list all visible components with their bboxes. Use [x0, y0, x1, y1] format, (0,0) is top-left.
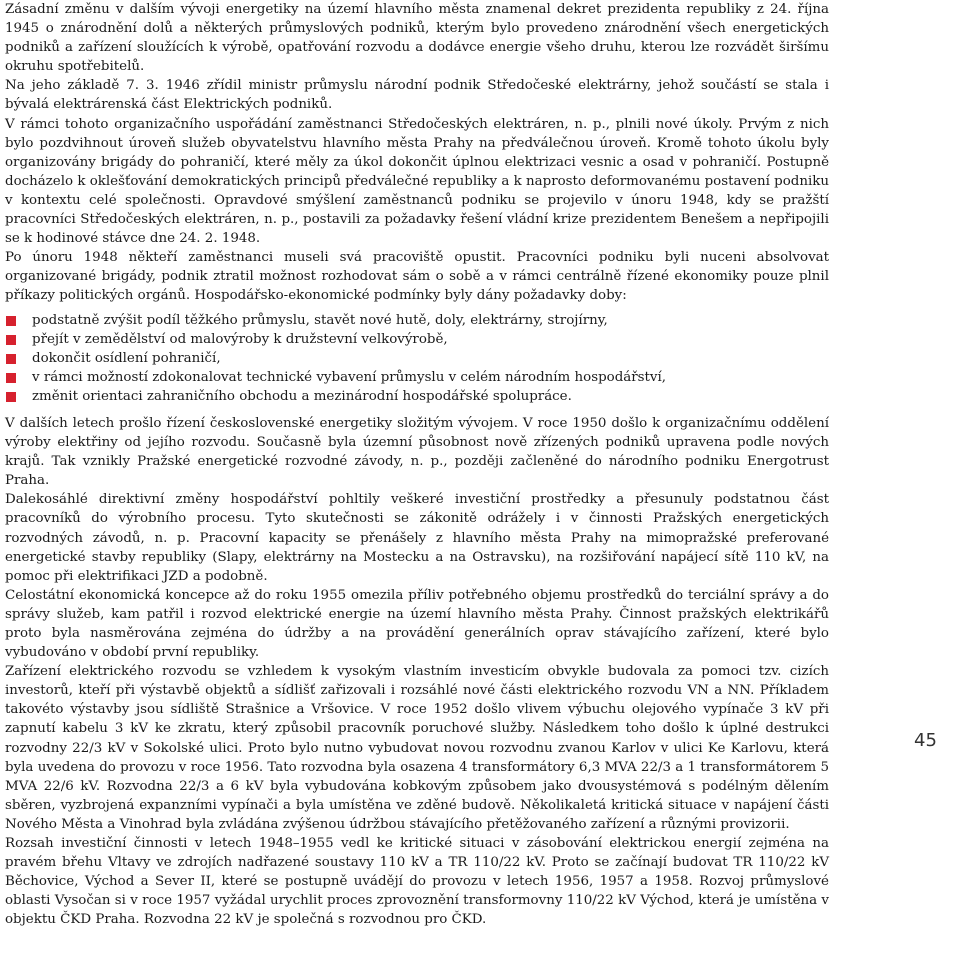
list-item — [5, 330, 829, 349]
paragraph-nationalization-decree: Zásadní změnu v dalším vývoji energetiky na území hlavního města znamenal dekret prezidenta republiky z 24. října 1945 o znárodnění dolů a některých průmyslových podniků, kterým bylo provedeno znárodnění všech energetických podniků a zařízení sloužících k výrobě, opatřování rozvodu a dodávce energie všeho druhu, kterou lze rozvádět širšímu okruhu spotřebitelů. — [5, 2, 829, 75]
paragraph-directive-changes: Dalekosáhlé direktivní změny hospodářství pohltily veškeré investiční prostředky a přesunuly podstatnou část pracovníků do výrobního procesu. Tyto skutečnosti se zákonitě odrážely i v činnosti Pražských energetických rozvodných závodů, n. p. Pracovní kapacity se přenášely z hlavního města Prahy na mimopražské preferované energetické stavby republiky (Slapy, elektrárny na Mostecku a na Ostravsku), na rozšiřování napájecí sítě 110 kV, na pomoc při elektrifikaci JZD a podobně. — [5, 492, 829, 584]
red-square-bullet-icon — [6, 392, 16, 402]
list-item-text: přejít v zemědělství od malovýroby k družstevní velkovýrobě, — [32, 331, 448, 347]
red-square-bullet-icon — [6, 354, 16, 364]
red-square-bullet-icon — [6, 373, 16, 383]
list-item-text: změnit orientaci zahraničního obchodu a mezinárodní hospodářské spolupráce. — [32, 388, 572, 404]
list-item — [5, 349, 829, 368]
page-number: 45 — [914, 730, 937, 751]
paragraph-after-1948: Po únoru 1948 někteří zaměstnanci museli svá pracoviště opustit. Pracovníci podniku byli nuceni absolvovat organizované brigády, podnik ztratil možnost rozhodovat sám o sobě a v rámci centrálně řízené ekonomiky pouze plnil příkazy politických orgánů. Hospodářsko-ekonomické podmínky byly dány požadavky doby: — [5, 250, 829, 304]
paragraph-organization: V rámci tohoto organizačního uspořádání zaměstnanci Středočeských elektráren, n. p., plnili nové úkoly. Prvým z nich bylo pozdvihnout úroveň služeb obyvatelstvu hlavního města Prahy na předválečnou úroveň. Kromě tohoto úkolu byly organizovány brigády do pohraničí, které měly za úkol dokončit úplnou elektrizaci vesnic a osad v pohraničí. Postupně docházelo k oklešťování demokratických principů předválečné republiky a k naprosto deformovanému postavení podniku v kontextu celé společnosti. Opravdové smýšlení zaměstnanců podniku se projevilo v únoru 1948, kdy se pražští pracovníci Středočeských elektráren, n. p., postavili za požadavky řešení vládní krize prezidentem Benešem a nepřipojili se k hodinové stávce dne 24. 2. 1948. — [5, 116, 829, 247]
list-item-text: v rámci možností zdokonalovat technické vybavení průmyslu v celém národním hospodářství, — [32, 369, 667, 385]
paragraph-national-enterprise: Na jeho základě 7. 3. 1946 zřídil ministr průmyslu národní podnik Středočeské elektrárny, jehož součástí se stala i bývalá elektrárenská část Elektrických podniků. — [5, 78, 829, 113]
red-square-bullet-icon — [6, 335, 16, 345]
paragraph-distribution-equipment: Zařízení elektrického rozvodu se vzhledem k vysokým vlastním investicím obvykle budovala za pomoci tzv. cizích investorů, kteří při výstavbě objektů a sídlišť zařizovali i rozsáhlé nové části elektrického rozvodu VN a NN. Příkladem takovéto výstavby jsou sídliště Strašnice a Vršovice. V roce 1952 došlo vlivem výbuchu olejového vypínače 3 kV při zapnutí kabelu 3 kV ke zkratu, který způsobil pracovník poruchové služby. Následkem toho došlo k úplné destrukci rozvodny 22/3 kV v Sokolské ulici. Proto bylo nutno vybudovat novou rozvodnu zvanou Karlov v ulici Ke Karlovu, která byla uvedena do provozu v roce 1956. Tato rozvodna byla osazena 4 transformátory 6,3 MVA 22/3 a 1 transformátorem 5 MVA 22/6 kV. Rozvodna 22/3 a 6 kV byla vybudována kobkovým způsobem jako dvousystémová s podélným dělením sběren, vyzbrojená expanzními vypínači a byla umístěna ve zděné budově. Několikaletá kritická situace v napájení části Nového Města a Vinohrad byla zvládána zvýšenou údržbou stávajícího přetěžovaného zařízení a různými provizorii. — [5, 664, 829, 832]
red-square-bullet-icon — [6, 316, 16, 326]
document-body — [5, 0, 829, 930]
list-item-text: podstatně zvýšit podíl těžkého průmyslu, stavět nové hutě, doly, elektrárny, strojírny, — [32, 312, 608, 328]
spacer — [5, 406, 829, 414]
list-item — [5, 368, 829, 387]
paragraph-investment-scope: Rozsah investiční činnosti v letech 1948–1955 vedl ke kritické situaci v zásobování elektrickou energií zejména na pravém břehu Vltavy ve zdrojích nadřazené soustavy 110 kV a TR 110/22 kV. Proto se začínají budovat TR 110/22 kV Běchovice, Východ a Sever II, které se postupně uvádějí do provozu v letech 1956, 1957 a 1958. Rozvoj průmyslové oblasti Vysočan si v roce 1957 vyžádal urychlit proces zprovoznění transformovny 110/22 kV Východ, která je umístěna v objektu ČKD Praha. Rozvodna 22 kV je společná s rozvodnou pro ČKD. — [5, 836, 829, 928]
list-item — [5, 387, 829, 406]
list-item — [5, 311, 829, 330]
requirements-list — [5, 311, 829, 406]
paragraph-1950-reorganization: V dalších letech prošlo řízení československé energetiky složitým vývojem. V roce 1950 došlo k organizačnímu oddělení výroby elektřiny od jejího rozvodu. Současně byla územní působnost nově zřízených podniků upravena podle nových krajů. Tak vznikly Pražské energetické rozvodné závody, n. p., později začleněné do národního podniku Energotrust Praha. — [5, 415, 829, 489]
list-item-text: dokončit osídlení pohraničí, — [32, 350, 221, 366]
paragraph-economic-concept: Celostátní ekonomická koncepce až do roku 1955 omezila příliv potřebného objemu prostředků do terciální správy a do správy služeb, kam patřil i rozvod elektrické energie na území hlavního města Prahy. Činnost pražských elektrikářů proto byla nasměrována zejména do údržby a na provádění generálních oprav stávajícího zařízení, které bylo vybudováno v období první republiky. — [5, 587, 829, 661]
